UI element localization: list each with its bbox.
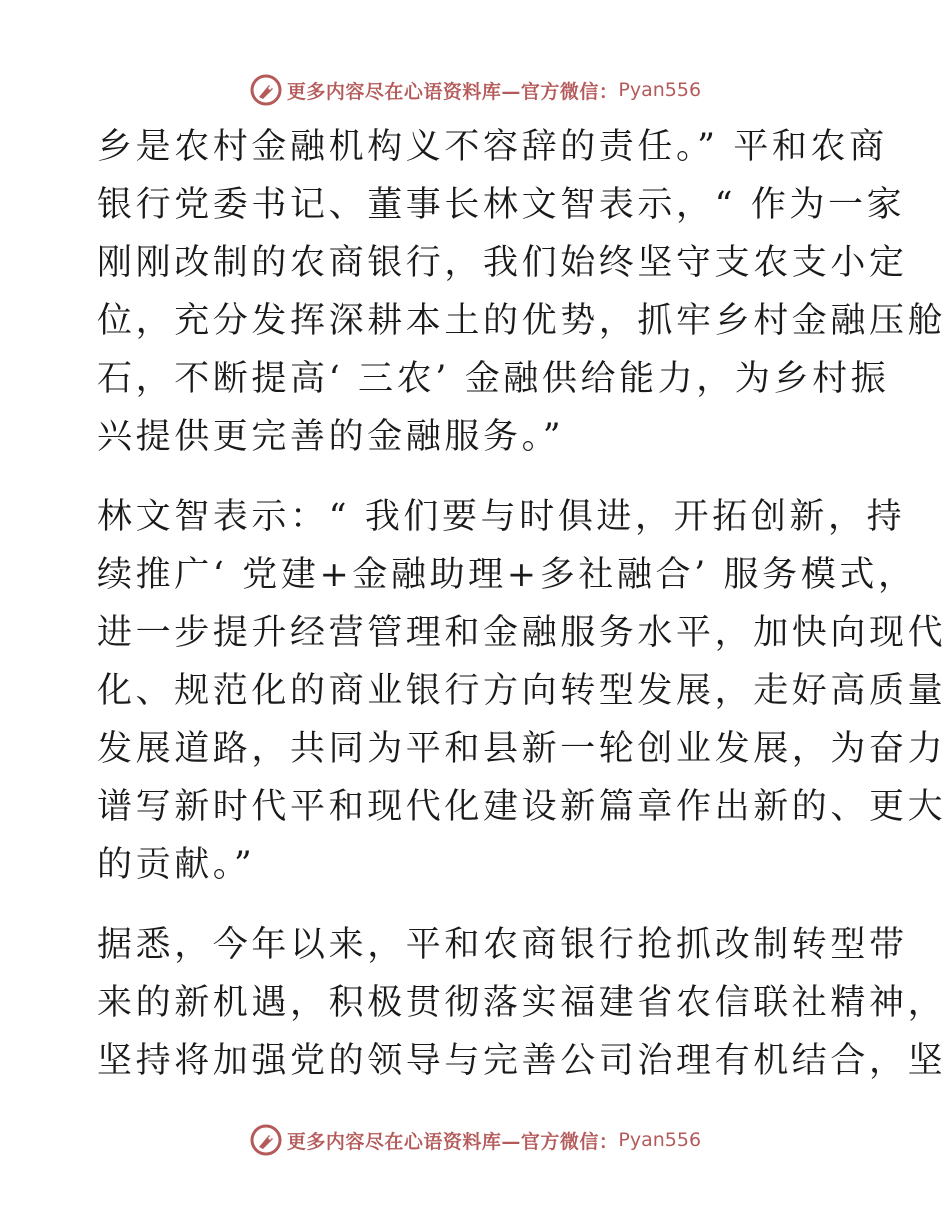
text-line: 化、规范化的商业银行方向转型发展，走好高质量: [97, 671, 947, 711]
watermark-text: 更多内容尽在心语资料库—官方微信：: [286, 80, 619, 103]
text-line: 的贡献。”: [97, 845, 256, 885]
text-line: 谱写新时代平和现代化建设新篇章作出新的、更大: [97, 787, 947, 827]
paragraph: [97, 916, 947, 1090]
text-line: 据悉，今年以来，平和农商银行抢抓改制转型带: [97, 925, 908, 965]
text-line: 进一步提升经营管理和金融服务水平，加快向现代: [97, 613, 947, 653]
text-line: 来的新机遇，积极贯彻落实福建省农信联社精神，: [97, 983, 947, 1023]
paragraph: [97, 488, 947, 894]
text-line: 林文智表示：“ 我们要与时俱进，开拓创新，持: [97, 497, 906, 537]
text-line: 坚持将加强党的领导与完善公司治理有机结合，坚: [97, 1041, 947, 1081]
text-line: 银行党委书记、董事长林文智表示，“ 作为一家: [97, 185, 906, 225]
text-line: 乡是农村金融机构义不容辞的责任。” 平和农商: [97, 127, 888, 167]
text-line: 兴提供更完善的金融服务。”: [97, 417, 565, 457]
footer-watermark: [0, 1120, 950, 1160]
watermark-text: 更多内容尽在心语资料库—官方微信：: [286, 1130, 619, 1153]
watermark-wechat-id: Pyan556: [618, 1129, 702, 1151]
watermark-wechat-id: Pyan556: [618, 79, 702, 101]
pen-nib-logo-icon: [249, 1123, 283, 1157]
text-line: 续推广‘ 党建+金融助理+多社融合’ 服务模式，: [97, 555, 917, 595]
text-line: 发展道路，共同为平和县新一轮创业发展，为奋力: [97, 729, 947, 769]
document-body: [97, 118, 947, 1090]
pen-nib-logo-icon: [249, 73, 283, 107]
text-line: 位，充分发挥深耕本土的优势，抓牢乡村金融压舱: [97, 301, 947, 341]
text-line: 刚刚改制的农商银行，我们始终坚守支农支小定: [97, 243, 908, 283]
header-watermark: [0, 70, 950, 110]
paragraph: [97, 118, 947, 466]
text-line: 石，不断提高‘ 三农’ 金融供给能力，为乡村振: [97, 359, 890, 399]
